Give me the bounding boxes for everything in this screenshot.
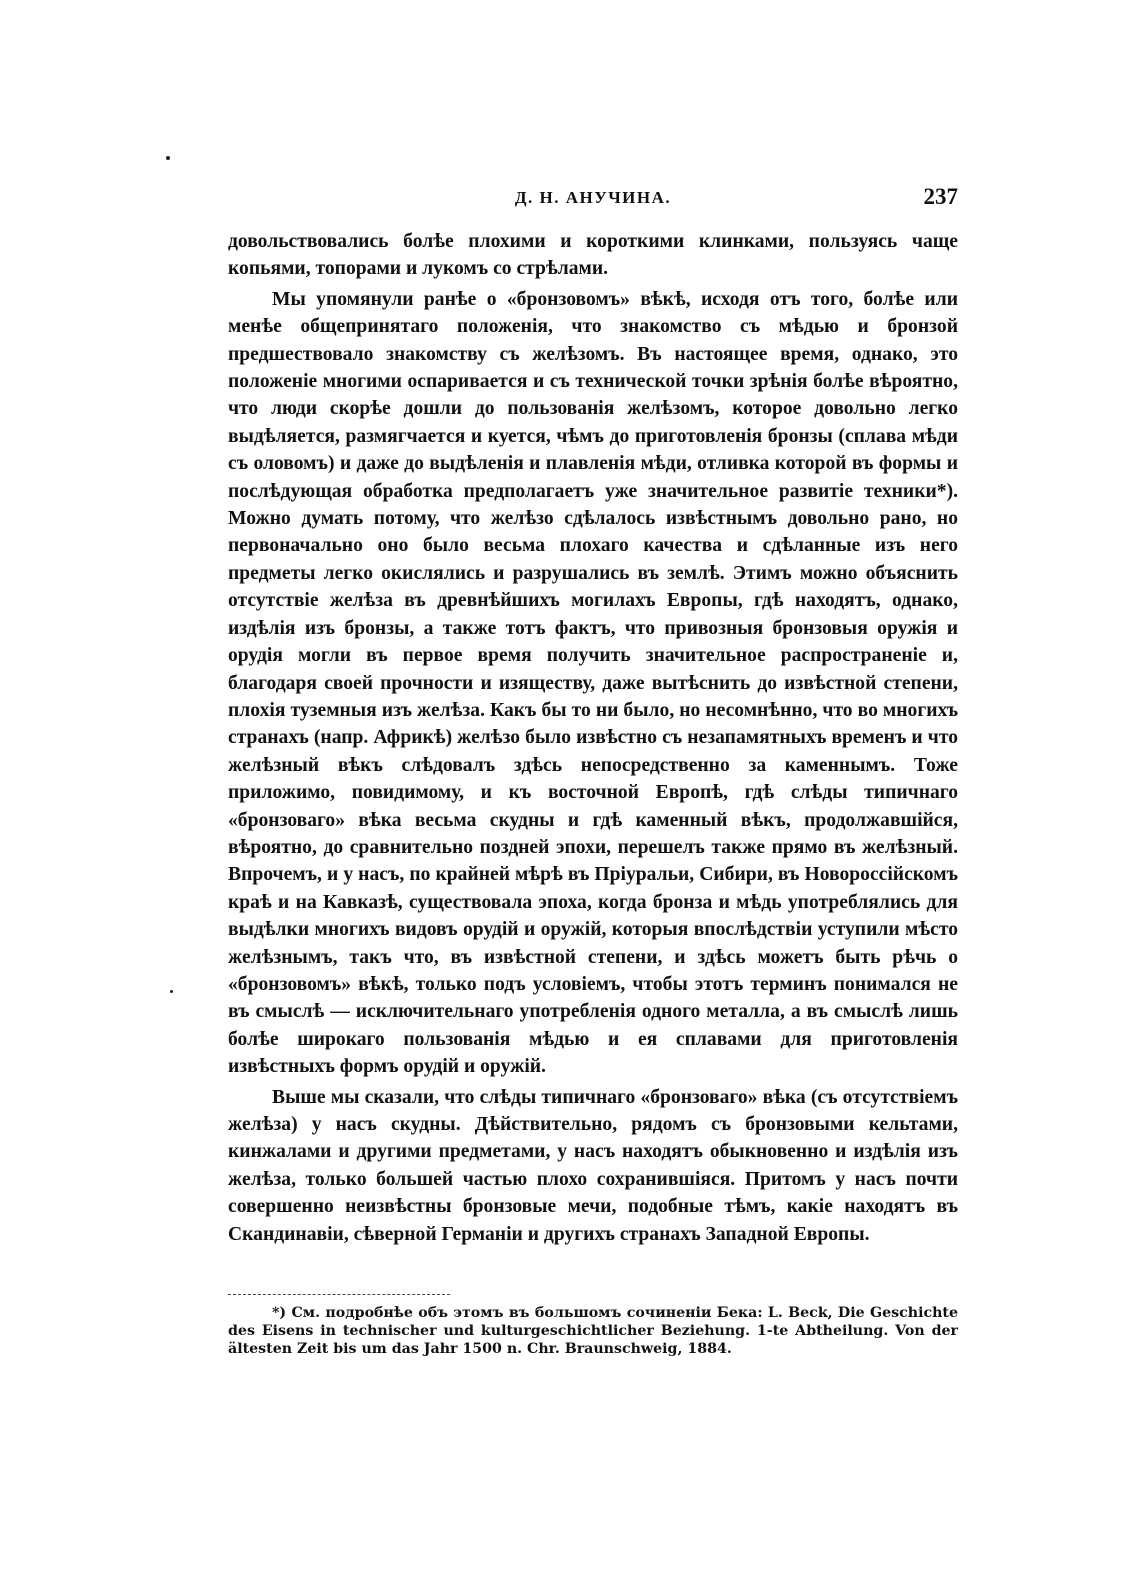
paragraph-bronze-age: Мы упомянули ранѣе о «бронзовомъ» вѣкѣ, исходя отъ того, болѣе или менѣе общепринятаго положенія, что знакомство съ мѣдью и бронзой предшествовало знакомству съ желѣзомъ. Въ настоящее время, однако, это положеніе многими оспаривается и съ технической точки зрѣнія болѣе вѣроятно, что люди скорѣе дошли до пользованія желѣзомъ, которое довольно легко выдѣляется, размягчается и куется, чѣмъ до приготовленія бронзы (сплава мѣди съ оловомъ) и даже до выдѣленія и плавленія мѣди, отливка которой въ формы и послѣдующая обработка предполагаетъ уже значительное развитіе техники*). Можно думать потому, что желѣзо сдѣлалось извѣстнымъ довольно рано, но первоначально оно было весьма плохаго качества и сдѣланные изъ него предметы легко окислялись и разрушались въ землѣ. Этимъ можно объяснить отсутствіе желѣза въ древнѣйшихъ могилахъ Европы, гдѣ находятъ, однако, издѣлія изъ бронзы, а также тотъ фактъ, что привозныя бронзовыя оружія и орудія могли въ первое время получить значительное распространеніе и, благодаря своей прочности и изяществу, даже вытѣснить до извѣстной степени, плохія туземныя изъ желѣза. Какъ бы то ни было, но несомнѣнно, что во многихъ странахъ (напр. Африкѣ) желѣзо было извѣстно съ незапамятныхъ временъ и что желѣзный вѣкъ слѣдовалъ здѣсь непосредственно за каменнымъ. Тоже приложимо, повидимому, и къ восточной Европѣ, гдѣ слѣды типичнаго «бронзоваго» вѣка весьма скудны и гдѣ каменный вѣкъ, продолжавшійся, вѣроятно, до сравнительно поздней эпохи, перешелъ также прямо въ желѣзный. Впрочемъ, и у насъ, по крайней мѣрѣ въ Пріуральи, Сибири, въ Новороссійскомъ краѣ и на Кавказѣ, существовала эпоха, когда бронза и мѣдь употреблялись для выдѣлки многихъ видовъ орудій и оружій, которыя впослѣдствіи уступили мѣсто желѣзнымъ, такъ что, въ извѣстной степени, и здѣсь можетъ быть рѣчь о «бронзовомъ» вѣкѣ, только подъ условіемъ, чтобы этотъ терминъ понимался не въ смыслѣ — исключительнаго употребленія одного металла, а въ смыслѣ лишь болѣе широкаго пользованія мѣдью и ея сплавами для приготовленія извѣстныхъ формъ орудій и оружій. bbox=[228, 288, 958, 1078]
scan-speck bbox=[170, 990, 173, 993]
running-head-title: Д. Н. АНУЧИНА. bbox=[514, 188, 672, 207]
paragraph-continued: довольствовались болѣе плохими и короткими клинками, пользуясь чаще копьями, топорами и лукомъ со стрѣлами. bbox=[228, 231, 958, 280]
footnote-divider bbox=[228, 1294, 450, 1295]
footnote bbox=[228, 1304, 958, 1358]
main-text bbox=[228, 228, 958, 1248]
running-head bbox=[228, 186, 958, 212]
page-number: 237 bbox=[923, 184, 958, 209]
footnote-text: *) См. подробнѣе объ этомъ въ большомъ сочиненіи Бека: L. Beck, Die Geschichte des Eisens in technischer und kulturgeschichtlicher Beziehung. 1-te Abtheilung. Von der ältesten Zeit bis um das Jahr 1500 n. Chr. Braunschweig, 1884. bbox=[228, 1305, 958, 1357]
scan-speck bbox=[166, 156, 170, 160]
paragraph-traces: Выше мы сказали, что слѣды типичнаго «бронзоваго» вѣка (съ отсутствіемъ желѣза) у насъ скудны. Дѣйствительно, рядомъ съ бронзовыми кельтами, кинжалами и другими предметами, у насъ находятъ обыкновенно и издѣлія изъ желѣза, только большей частью плохо сохранившіяся. Притомъ у насъ почти совершенно неизвѣстны бронзовые мечи, подобные тѣмъ, какіе находятъ въ Скандинавіи, сѣверной Германіи и другихъ странахъ Западной Европы. bbox=[228, 1086, 958, 1245]
